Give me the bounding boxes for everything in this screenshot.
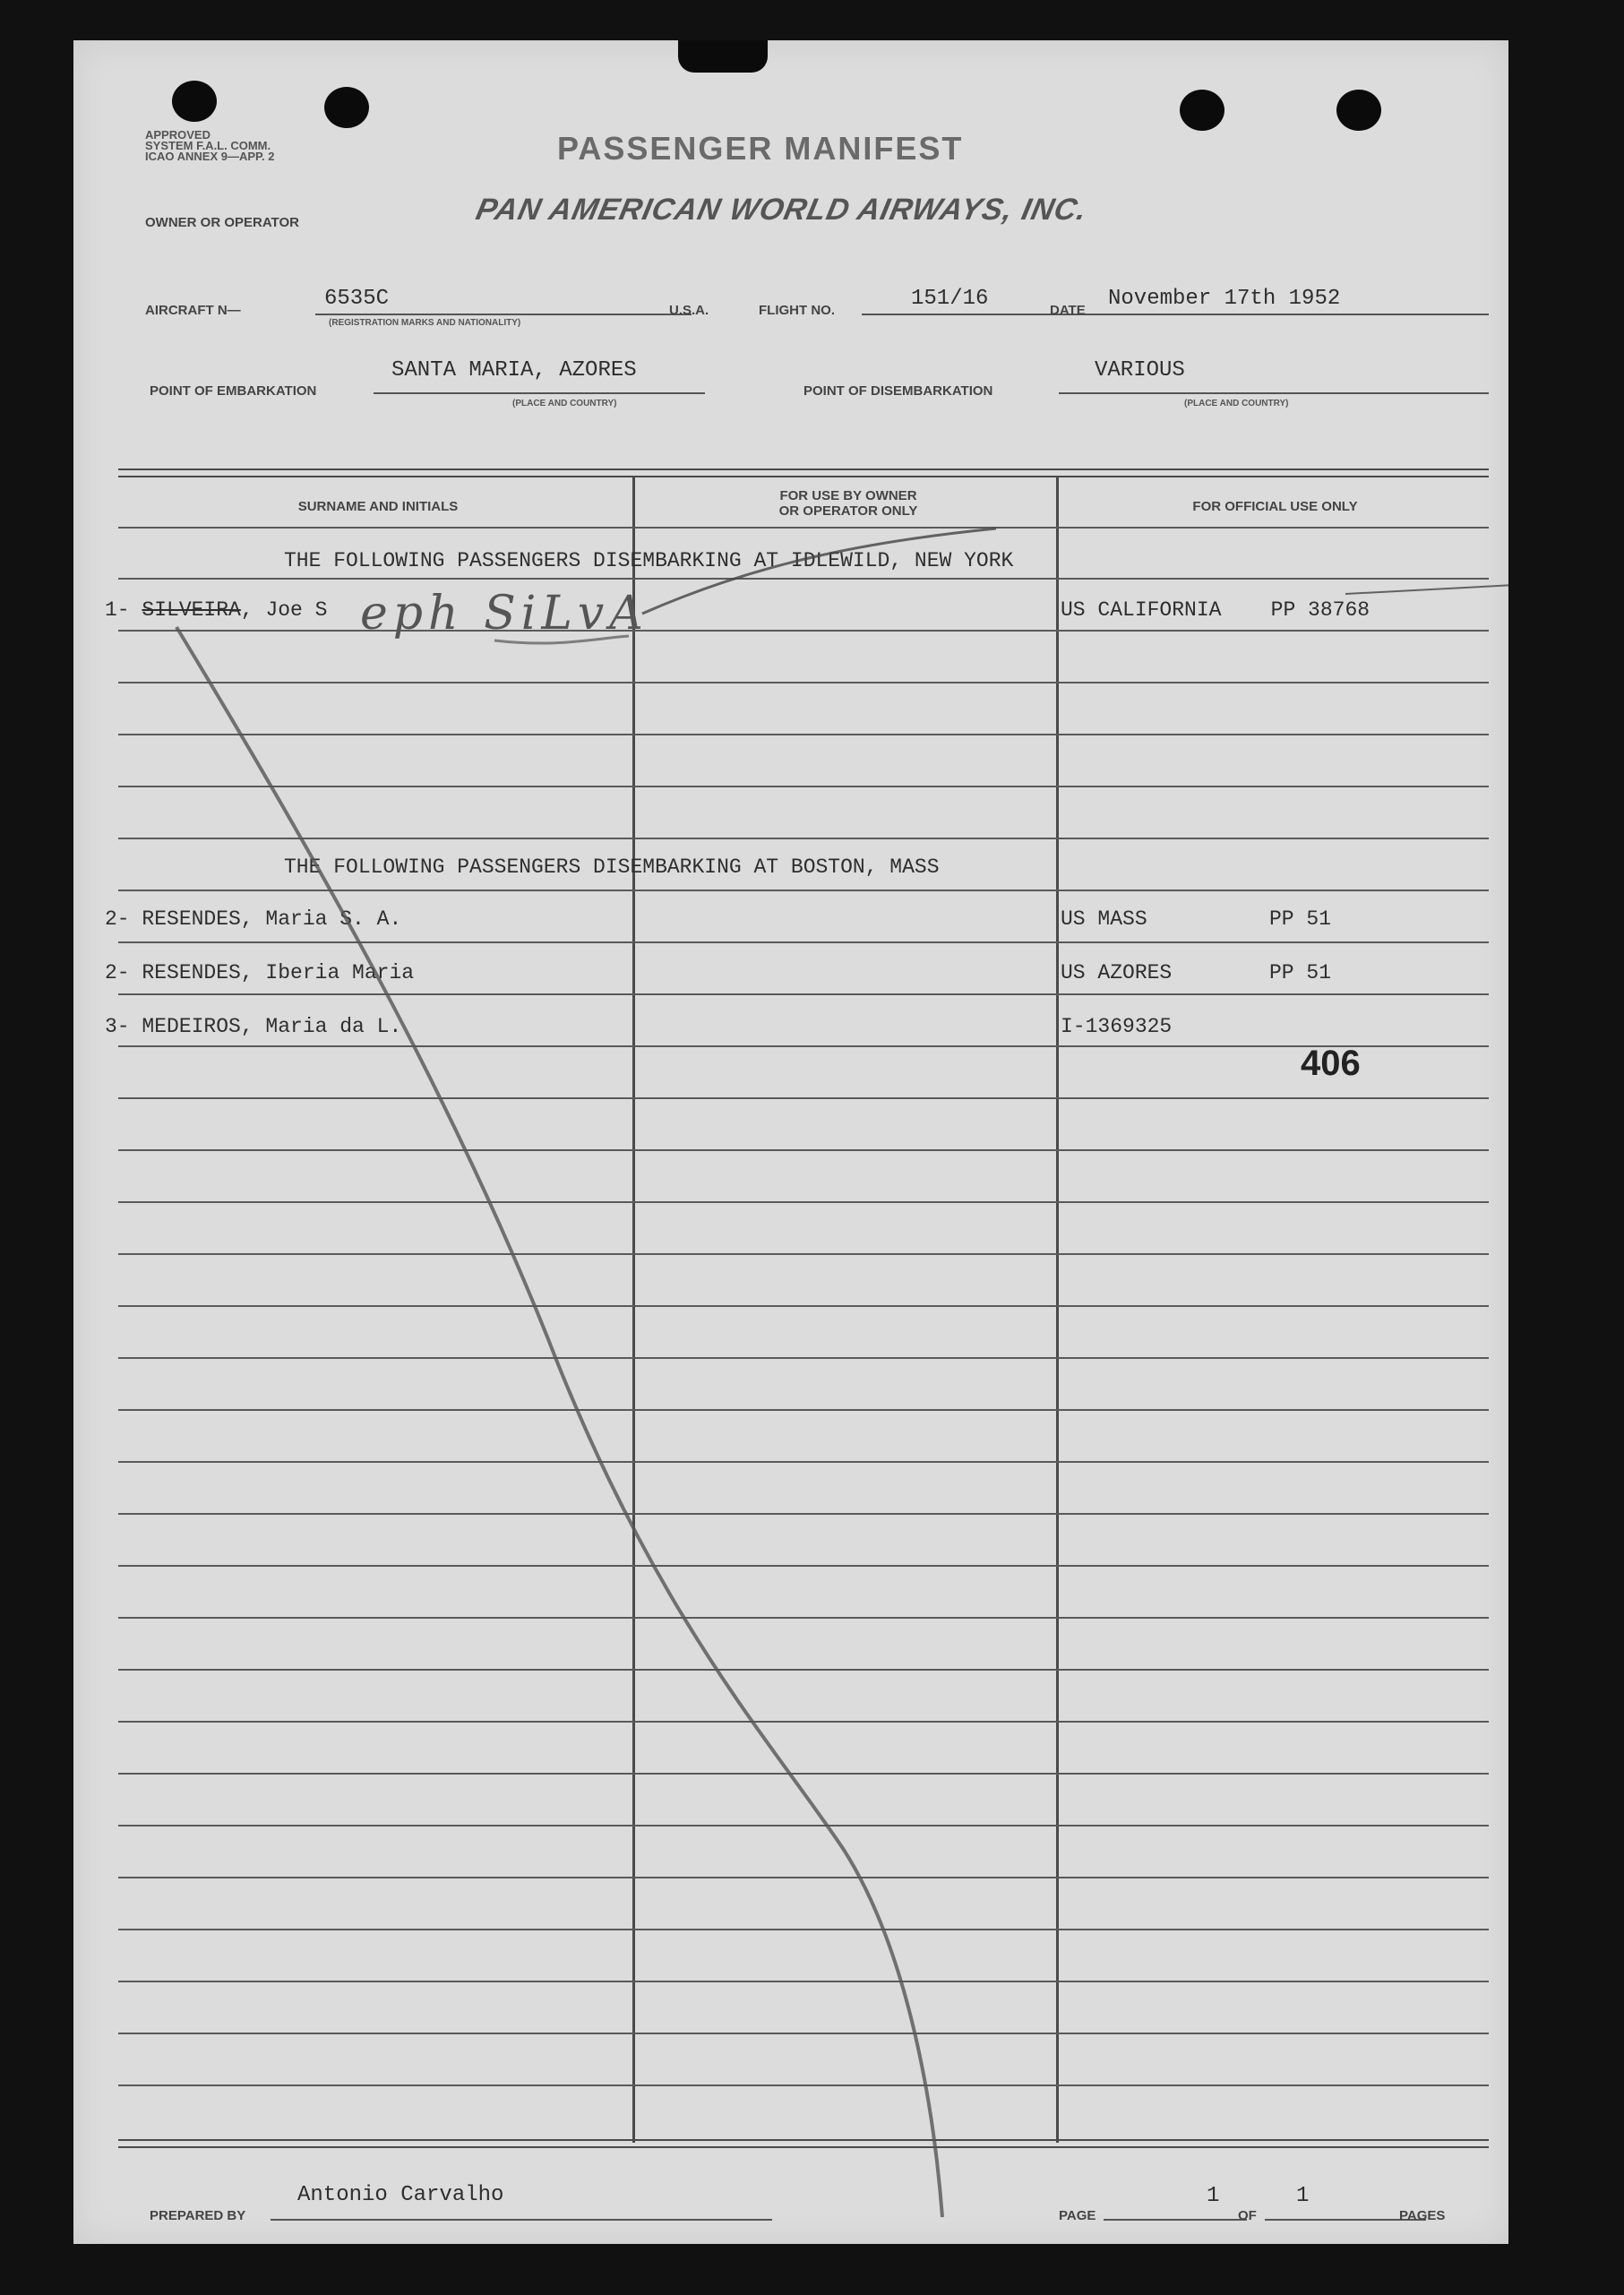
passenger-row-4: 3- MEDEIROS, Maria da L.: [105, 1015, 402, 1038]
passenger-row-3: 2- RESENDES, Iberia Maria: [105, 961, 415, 984]
aircraft-label: AIRCRAFT N—: [145, 303, 241, 318]
of-value: 1: [1296, 2184, 1310, 2208]
pages-label: PAGES: [1399, 2208, 1446, 2223]
official-entry-4: I-1369325: [1061, 1015, 1173, 1038]
flight-value: 151/16: [911, 287, 989, 311]
usa-label: U.S.A.: [669, 303, 709, 318]
form-title: PASSENGER MANIFEST: [557, 130, 964, 167]
operator-name: PAN AMERICAN WORLD AIRWAYS, INC.: [473, 193, 1091, 227]
pencil-marks: [73, 40, 1508, 2244]
official-entry-2a: US MASS: [1061, 907, 1147, 931]
page-label: PAGE: [1059, 2208, 1096, 2223]
section-header-boston: THE FOLLOWING PASSENGERS DISEMBARKING AT BOSTON, MASS: [284, 855, 940, 879]
page-value: 1: [1207, 2184, 1220, 2208]
official-entry-3a: US AZORES: [1061, 961, 1173, 984]
stamp-number: 406: [1301, 1044, 1361, 1083]
col-surname: SURNAME AND INITIALS: [297, 499, 459, 514]
official-entry-1: US CALIFORNIA PP 38768: [1061, 598, 1371, 622]
col-official: FOR OFFICIAL USE ONLY: [1192, 499, 1358, 514]
col-owner-use-line: OR OPERATOR ONLY: [778, 503, 918, 519]
flight-label: FLIGHT NO.: [759, 303, 835, 318]
date-value: November 17th 1952: [1108, 287, 1341, 311]
official-entry-2b: PP 51: [1269, 907, 1332, 931]
embark-caption: (PLACE AND COUNTRY): [512, 399, 617, 408]
owner-label: OWNER OR OPERATOR: [145, 215, 299, 230]
embark-value: SANTA MARIA, AZORES: [391, 358, 637, 382]
aircraft-caption: (REGISTRATION MARKS AND NATIONALITY): [329, 318, 521, 328]
approval-line: APPROVED: [145, 128, 211, 142]
disembark-caption: (PLACE AND COUNTRY): [1184, 399, 1289, 408]
embark-label: POINT OF EMBARKATION: [150, 383, 317, 399]
disembark-label: POINT OF DISEMBARKATION: [803, 383, 993, 399]
row-number: 1-: [105, 598, 130, 622]
date-label: DATE: [1050, 303, 1086, 318]
section-header-idlewild: THE FOLLOWING PASSENGERS DISEMBARKING AT IDLEWILD, NEW YORK: [284, 549, 1014, 572]
passenger-row-2: 2- RESENDES, Maria S. A.: [105, 907, 402, 931]
handwritten-correction: eph SiLvA: [360, 587, 649, 640]
official-entry-3b: PP 51: [1269, 961, 1332, 984]
given-name: , Joe S: [240, 598, 328, 622]
approval-line: ICAO ANNEX 9—APP. 2: [145, 150, 275, 163]
approval-line: SYSTEM F.A.L. COMM.: [145, 139, 271, 152]
struck-surname: SILVEIRA: [142, 598, 241, 622]
prepared-value: Antonio Carvalho: [297, 2183, 504, 2207]
of-label: OF: [1238, 2208, 1257, 2223]
aircraft-value: 6535C: [324, 287, 390, 311]
col-owner-use-line: FOR USE BY OWNER: [779, 488, 917, 503]
manifest-sheet: [73, 40, 1508, 2244]
disembark-value: VARIOUS: [1095, 358, 1185, 382]
prepared-label: PREPARED BY: [150, 2208, 246, 2223]
